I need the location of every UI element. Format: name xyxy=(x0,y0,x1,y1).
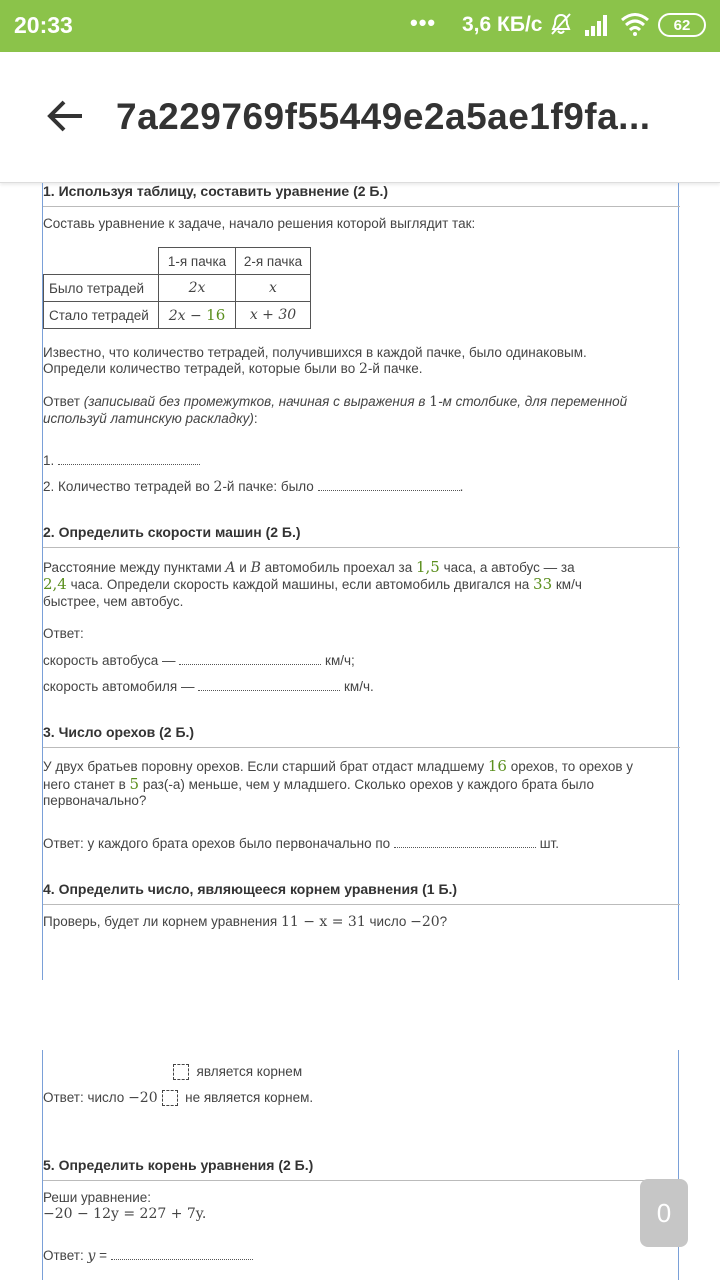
q2-bus-unit: км/ч; xyxy=(321,653,355,668)
q1-answer-instruction-line2 xyxy=(43,411,258,426)
q3-text-a: У двух братьев поровну орехов. Если старший брат отдаст младшему xyxy=(43,759,488,774)
q2-bus-label: скорость автобуса — xyxy=(43,653,176,668)
q1-item2-end: . xyxy=(459,479,464,494)
q1-item2-num: 2 xyxy=(213,479,223,495)
table-col1-header: 1-я пачка xyxy=(159,248,236,275)
q3-text-b: орехов, то орехов у xyxy=(506,759,634,774)
table-row1-col1 xyxy=(159,275,236,302)
q2-speed-diff: 33 xyxy=(533,575,553,593)
q2-time-bus: 2,4 xyxy=(43,575,67,593)
q4-text-a: Проверь, будет ли корнем уравнения xyxy=(43,914,281,929)
app-bar xyxy=(0,52,720,183)
q2-car-speed-input[interactable] xyxy=(198,680,340,691)
q3-text-line2 xyxy=(43,775,594,793)
q2-time-car: 1,5 xyxy=(416,558,440,576)
table-empty-cell xyxy=(44,248,159,275)
q4-equation: 11 − x = 31 xyxy=(280,914,366,930)
q4-answer-row xyxy=(43,1090,313,1106)
q2-text-line3: быстрее, чем автобус. xyxy=(43,594,184,609)
q4-answer-label: Ответ: число xyxy=(43,1090,129,1105)
q1-count-input[interactable] xyxy=(318,480,460,491)
q3-nuts-input[interactable] xyxy=(394,837,536,848)
q3-answer-unit: шт. xyxy=(535,836,559,851)
table-row2-col2-value: x + 30 xyxy=(249,307,297,323)
floating-counter-button[interactable]: 0 xyxy=(640,1179,688,1247)
status-time: 20:33 xyxy=(14,12,73,38)
q4-text-c: ? xyxy=(439,914,448,929)
q3-number-16: 16 xyxy=(487,757,507,775)
status-bar xyxy=(0,0,720,52)
q5-divider xyxy=(43,1180,680,1181)
q3-header: 3. Число орехов (2 Б.) xyxy=(43,724,195,740)
q2-text-e: км/ч xyxy=(552,577,582,592)
table-col2-header: 2-я пачка xyxy=(236,248,311,275)
q5-answer-var: y xyxy=(87,1248,96,1264)
q2-bus-speed-input[interactable] xyxy=(179,654,321,665)
q2-answer-label: Ответ: xyxy=(43,626,84,641)
q3-answer-row xyxy=(43,836,559,851)
q5-equation: −20 − 12y = 227 + 7y. xyxy=(43,1206,207,1222)
table-row1-col2 xyxy=(236,275,311,302)
q4-answer-number: −20 xyxy=(128,1090,158,1106)
q3-answer-label: Ответ: у каждого брата орехов было первоначально по xyxy=(43,836,391,851)
q2-text-line1 xyxy=(43,558,575,576)
q2-var-a: A xyxy=(225,560,236,576)
status-more-dots: ••• xyxy=(410,10,437,35)
q1-item1-label: 1. xyxy=(43,453,55,468)
q1-answer-label: Ответ xyxy=(43,394,84,409)
q1-answer-colon: : xyxy=(253,411,258,426)
q2-car-row xyxy=(43,679,374,694)
q1-equation-input[interactable] xyxy=(58,454,200,465)
q4-divider xyxy=(43,904,680,905)
table-row2-col1 xyxy=(159,302,236,329)
q4-option-not-root-label: не является корнем. xyxy=(185,1090,314,1105)
q2-text-c: часа, а автобус — за xyxy=(439,560,575,575)
q5-answer-eq: = xyxy=(95,1248,108,1263)
q1-text-line1: Известно, что количество тетрадей, получившихся в каждой пачке, было одинаковым. xyxy=(43,345,587,360)
q1-divider xyxy=(43,206,680,207)
q3-number-5: 5 xyxy=(129,775,140,793)
q4-text-line1 xyxy=(43,914,447,930)
q5-instruction: Реши уравнение: xyxy=(43,1190,152,1205)
document-page-1[interactable] xyxy=(42,183,679,980)
q2-var-b: B xyxy=(250,560,261,576)
q2-text-b: автомобиль проехал за xyxy=(260,560,416,575)
q1-text-line2-b: -й пачке. xyxy=(367,361,423,376)
q2-bus-row xyxy=(43,653,355,668)
q1-answer-hint-num: 1 xyxy=(429,394,439,410)
q1-text-line2 xyxy=(43,361,423,377)
q5-answer-row xyxy=(43,1248,253,1264)
table-row1-col2-value: x xyxy=(269,280,277,296)
q2-car-label: скорость автомобиля — xyxy=(43,679,195,694)
q1-answer-instruction xyxy=(43,394,627,410)
table-row2-col2 xyxy=(236,302,311,329)
table-row1-col1-value: 2x xyxy=(188,280,206,296)
q1-header: 1. Используя таблицу, составить уравнение (2 Б.) xyxy=(43,183,389,199)
q4-option-root-label: является корнем xyxy=(196,1064,303,1079)
q5-answer-label: Ответ: xyxy=(43,1248,88,1263)
wifi-icon xyxy=(620,12,650,36)
q2-text-line2 xyxy=(43,575,582,593)
q2-text-and: и xyxy=(235,560,251,575)
q1-intro: Составь уравнение к задаче, начало решения которой выглядит так: xyxy=(43,216,476,231)
q2-car-unit: км/ч. xyxy=(340,679,374,694)
table-row2-col1-number: 16 xyxy=(206,306,226,324)
q1-answer-hint-a: (записывай без промежутков, начиная с выражения в xyxy=(83,394,430,409)
q2-text-a: Расстояние между пунктами xyxy=(43,560,226,575)
bell-off-icon xyxy=(550,12,572,36)
q5-root-input[interactable] xyxy=(111,1249,253,1260)
q3-divider xyxy=(43,747,680,748)
q1-answer-hint-c: -м столбике, для переменной xyxy=(438,394,628,409)
q1-item2 xyxy=(43,479,463,495)
q4-text-b: число xyxy=(365,914,411,929)
signal-icon xyxy=(584,14,610,36)
q3-text-line1 xyxy=(43,757,633,775)
q4-checkbox-is-root[interactable] xyxy=(173,1064,189,1080)
document-page-2[interactable] xyxy=(42,1050,679,1280)
q3-text-line3: первоначально? xyxy=(43,793,147,808)
q2-header: 2. Определить скорости машин (2 Б.) xyxy=(43,524,301,540)
q1-answer-hint-line2: используй латинскую раскладку) xyxy=(43,411,254,426)
q5-header: 5. Определить корень уравнения (2 Б.) xyxy=(43,1157,314,1173)
arrow-left-icon[interactable] xyxy=(44,94,88,138)
q1-text-line2-a: Определи количество тетрадей, которые были во xyxy=(43,361,359,376)
q2-text-d: часа. Определи скорость каждой машины, если автомобиль двигался на xyxy=(66,577,534,592)
q2-divider xyxy=(43,547,680,548)
table-row2-col1-expr: 2x − xyxy=(168,308,207,324)
q4-candidate-number: −20 xyxy=(410,914,440,930)
q1-item2-b: -й пачке: было xyxy=(222,479,314,494)
q4-checkbox-not-root[interactable] xyxy=(162,1090,178,1106)
status-network-speed: 3,6 КБ/с xyxy=(462,13,543,36)
page-title: 7a229769f55449e2a5ae1f9fa... xyxy=(116,96,651,137)
q3-text-d: раз(-а) меньше, чем у младшего. Сколько орехов у каждого брата было xyxy=(139,777,595,792)
q4-option-root xyxy=(173,1064,302,1080)
q1-table xyxy=(43,247,311,329)
q1-item2-a: 2. Количество тетрадей во xyxy=(43,479,214,494)
table-row2-label: Стало тетрадей xyxy=(44,302,159,329)
q1-text-line2-num: 2 xyxy=(358,361,368,377)
q3-text-c: него станет в xyxy=(43,777,130,792)
table-row1-label: Было тетрадей xyxy=(44,275,159,302)
q4-header: 4. Определить число, являющееся корнем уравнения (1 Б.) xyxy=(43,881,458,897)
battery-indicator: 62 xyxy=(658,13,706,37)
q1-item1 xyxy=(43,453,200,468)
